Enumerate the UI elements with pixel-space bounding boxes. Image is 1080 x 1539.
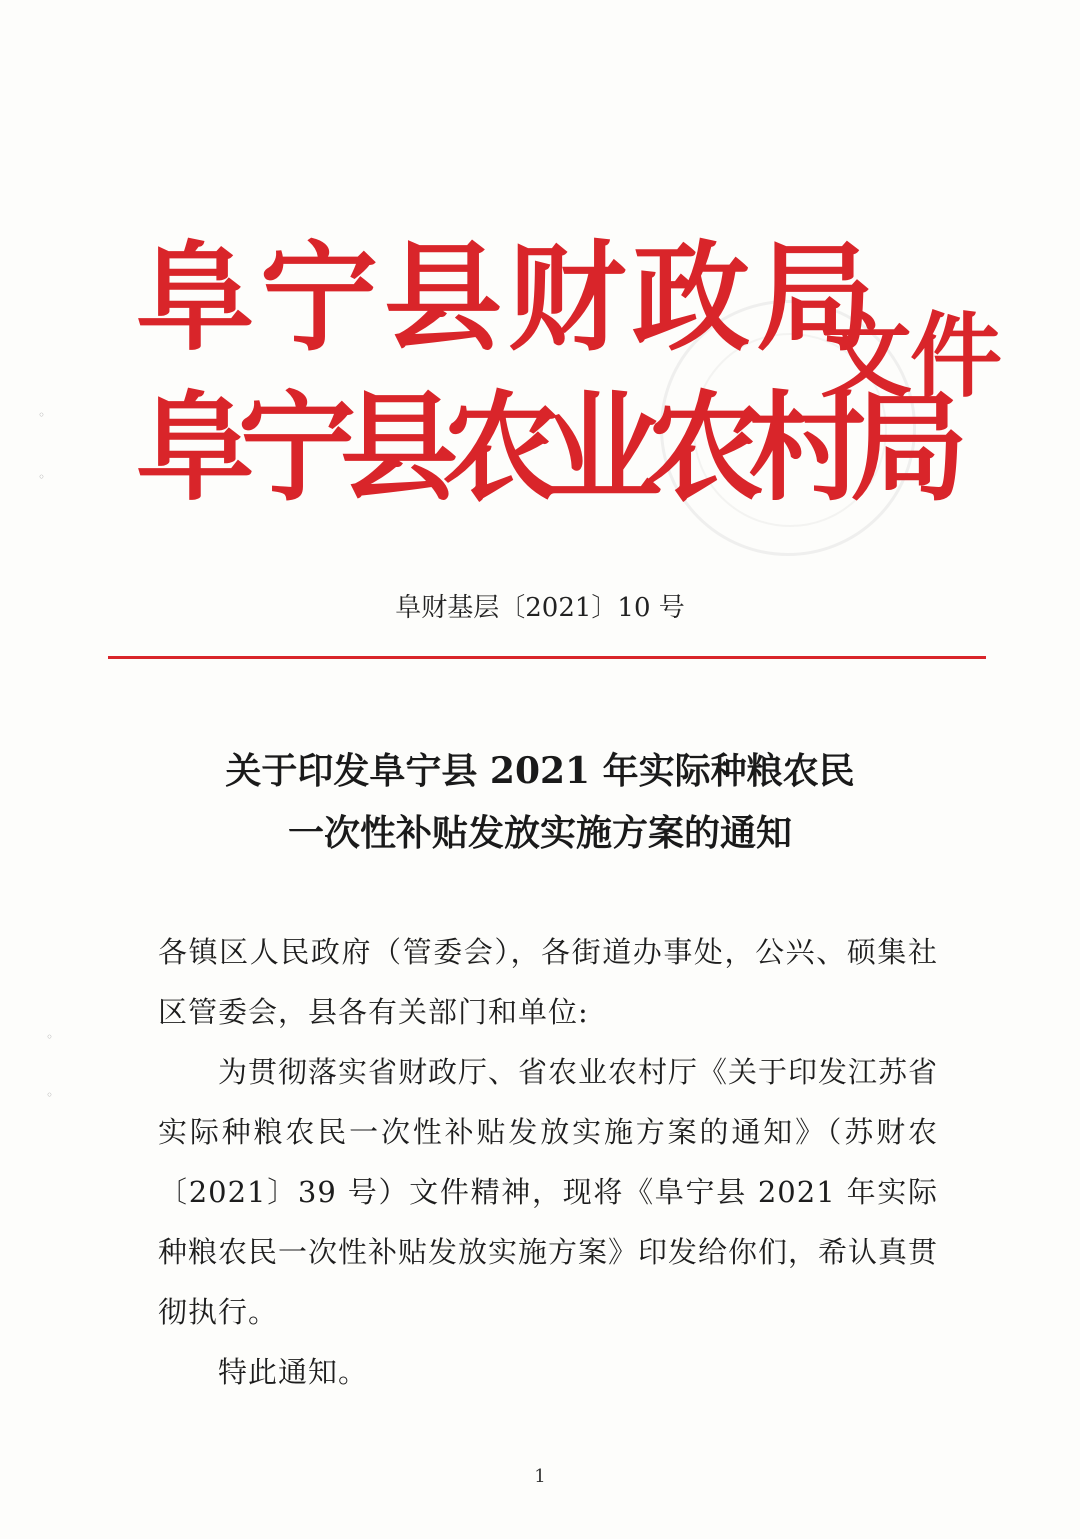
body-paragraph: 为贯彻落实省财政厅、省农业农村厅《关于印发江苏省实际种粮农民一次性补贴发放实施方案的通知》（苏财农〔2021〕39 号）文件精神，现将《阜宁县 2021 年实际种粮农民一次性补贴发放实施方案》印发给你们，希认真贯彻执行。: [158, 1055, 939, 1329]
document-body: [158, 922, 938, 1402]
issuing-org-finance-bureau: 阜宁县财政局: [136, 228, 881, 367]
red-masthead: [136, 228, 1016, 517]
title-line-1: 关于印发阜宁县 2021 年实际种粮农民: [225, 750, 855, 792]
issuing-org-agriculture-bureau: 阜宁县农业农村局: [136, 378, 953, 517]
document-number: 阜财基层〔2021〕10 号: [395, 593, 685, 623]
closing-line: 特此通知。: [218, 1355, 369, 1389]
scan-speck: ◦: [38, 408, 46, 422]
document-title: [0, 740, 1080, 864]
recipients-line: 各镇区人民政府（管委会），各街道办事处，公兴、硕集社区管委会，县各有关部门和单位:: [158, 935, 938, 1029]
red-separator-line: [108, 656, 986, 659]
scan-speck: ◦: [46, 1088, 54, 1102]
page-number: 1: [534, 1466, 546, 1487]
scan-speck: ◦: [46, 1030, 54, 1044]
scan-speck: ◦: [38, 470, 46, 484]
document-type-label: 文件: [820, 302, 1001, 410]
title-line-2: 一次性补贴发放实施方案的通知: [287, 812, 792, 854]
